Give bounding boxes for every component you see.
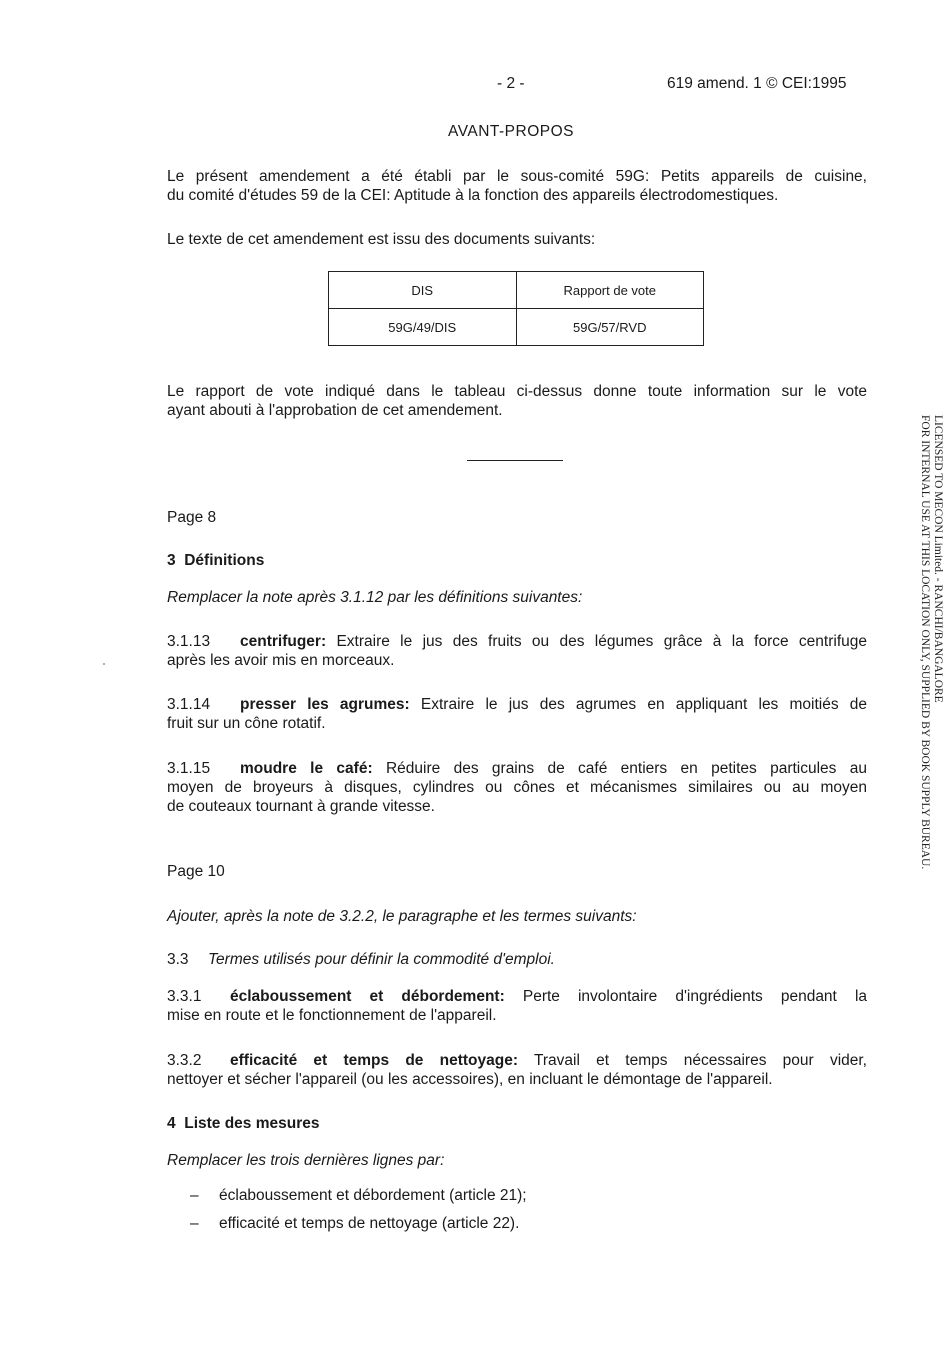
intro-paragraph [167,167,867,205]
bullet-dash: – [190,1215,199,1232]
definition-term: efficacité et temps de nettoyage: [230,1052,519,1069]
document-reference: 619 amend. 1 © CEI:1995 [667,75,847,92]
page-10-label: Page 10 [167,863,225,880]
definition-text: Réduire des grains de café entiers en petites particules au [385,760,868,777]
intro-line-1: Le présent amendement a été établi par le sous-comité 59G: Petits appareils de cuisine, [167,168,867,185]
definition-line: moyen de broyeurs à disques, cylindres ou cônes et mécanismes similaires ou au moyen [167,779,867,796]
table-cell: 59G/49/DIS [329,309,517,346]
definition-line [167,695,867,714]
definition-3-1-14 [167,695,867,733]
definition-number: 3.1.13 [167,633,211,650]
definition-text: Perte involontaire d'ingrédients pendant la [522,988,868,1005]
definition-number: 3.3.2 [167,1052,202,1069]
definition-term: presser les agrumes: [240,696,410,713]
clause-3-3 [167,950,867,969]
definition-number: 3.1.15 [167,760,211,777]
definition-term: centrifuger: [240,633,327,650]
list-item-text: éclaboussement et débordement (article 21); [219,1187,527,1204]
definition-line: de couteaux tournant à grande vitesse. [167,798,435,815]
definition-line: après les avoir mis en morceaux. [167,652,395,669]
definition-line [167,1051,867,1070]
definition-number: 3.3.1 [167,988,202,1005]
page-number: - 2 - [497,75,525,92]
definition-text: Extraire le jus des agrumes en appliquant les moitiés de [420,696,868,713]
definition-line [167,759,867,778]
license-stamp-line-1: LICENSED TO MECON Limited. - RANCHI/BANGALORE [932,415,944,703]
table-row [329,309,704,346]
vote-note-line-2: ayant abouti à l'approbation de cet amendement. [167,402,503,419]
definitions-instruction: Remplacer la note après 3.1.12 par les définitions suivantes: [167,589,583,606]
list-item [190,1186,527,1205]
page-10-instruction: Ajouter, après la note de 3.2.2, le paragraphe et les termes suivants: [167,908,637,925]
table-header-row [329,272,704,309]
measures-heading: 4 Liste des mesures [167,1115,320,1132]
section-divider [467,460,563,461]
definition-3-3-1 [167,987,867,1025]
definition-line: mise en route et le fonctionnement de l'appareil. [167,1007,497,1024]
list-item [190,1214,519,1233]
vote-note-paragraph [167,382,867,420]
page-8-label: Page 8 [167,509,217,526]
definition-term: moudre le café: [240,760,373,777]
table-cell: 59G/57/RVD [516,309,704,346]
intro-line-2: du comité d'études 59 de la CEI: Aptitude à la fonction des appareils électrodomestiques. [167,187,779,204]
definition-term: éclaboussement et débordement: [230,988,505,1005]
definition-number: 3.1.14 [167,696,211,713]
scan-speck [103,663,105,665]
bullet-dash: – [190,1187,199,1204]
definition-line [167,987,867,1006]
measures-instruction: Remplacer les trois dernières lignes par: [167,1152,445,1169]
definition-line: nettoyer et sécher l'appareil (ou les accessoires), en incluant le démontage de l'appareil. [167,1071,773,1088]
definition-text: Extraire le jus des fruits ou des légumes grâce à la force centrifuge [336,633,867,650]
list-item-text: efficacité et temps de nettoyage (article 22). [219,1215,520,1232]
definitions-heading: 3 Définitions [167,552,265,569]
definition-line [167,632,867,651]
clause-number: 3.3 [167,951,189,968]
vote-note-line-1: Le rapport de vote indiqué dans le tableau ci-dessus donne toute information sur le vote [167,383,867,400]
intro-documents-sentence: Le texte de cet amendement est issu des documents suivants: [167,231,596,248]
definition-3-3-2 [167,1051,867,1089]
definition-text: Travail et temps nécessaires pour vider, [533,1052,867,1069]
definition-3-1-13 [167,632,867,670]
license-stamp [918,415,944,869]
definition-3-1-15 [167,759,867,816]
page-title: AVANT-PROPOS [448,123,575,140]
table-header-cell: Rapport de vote [516,272,704,309]
documents-table [328,271,704,346]
definition-line: fruit sur un cône rotatif. [167,715,326,732]
table-header-cell: DIS [329,272,517,309]
clause-title: Termes utilisés pour définir la commodité d'emploi. [208,951,555,968]
license-stamp-line-2: FOR INTERNAL USE AT THIS LOCATION ONLY, SUPPLIED BY BOOK SUPPLY BUREAU. [919,415,931,870]
